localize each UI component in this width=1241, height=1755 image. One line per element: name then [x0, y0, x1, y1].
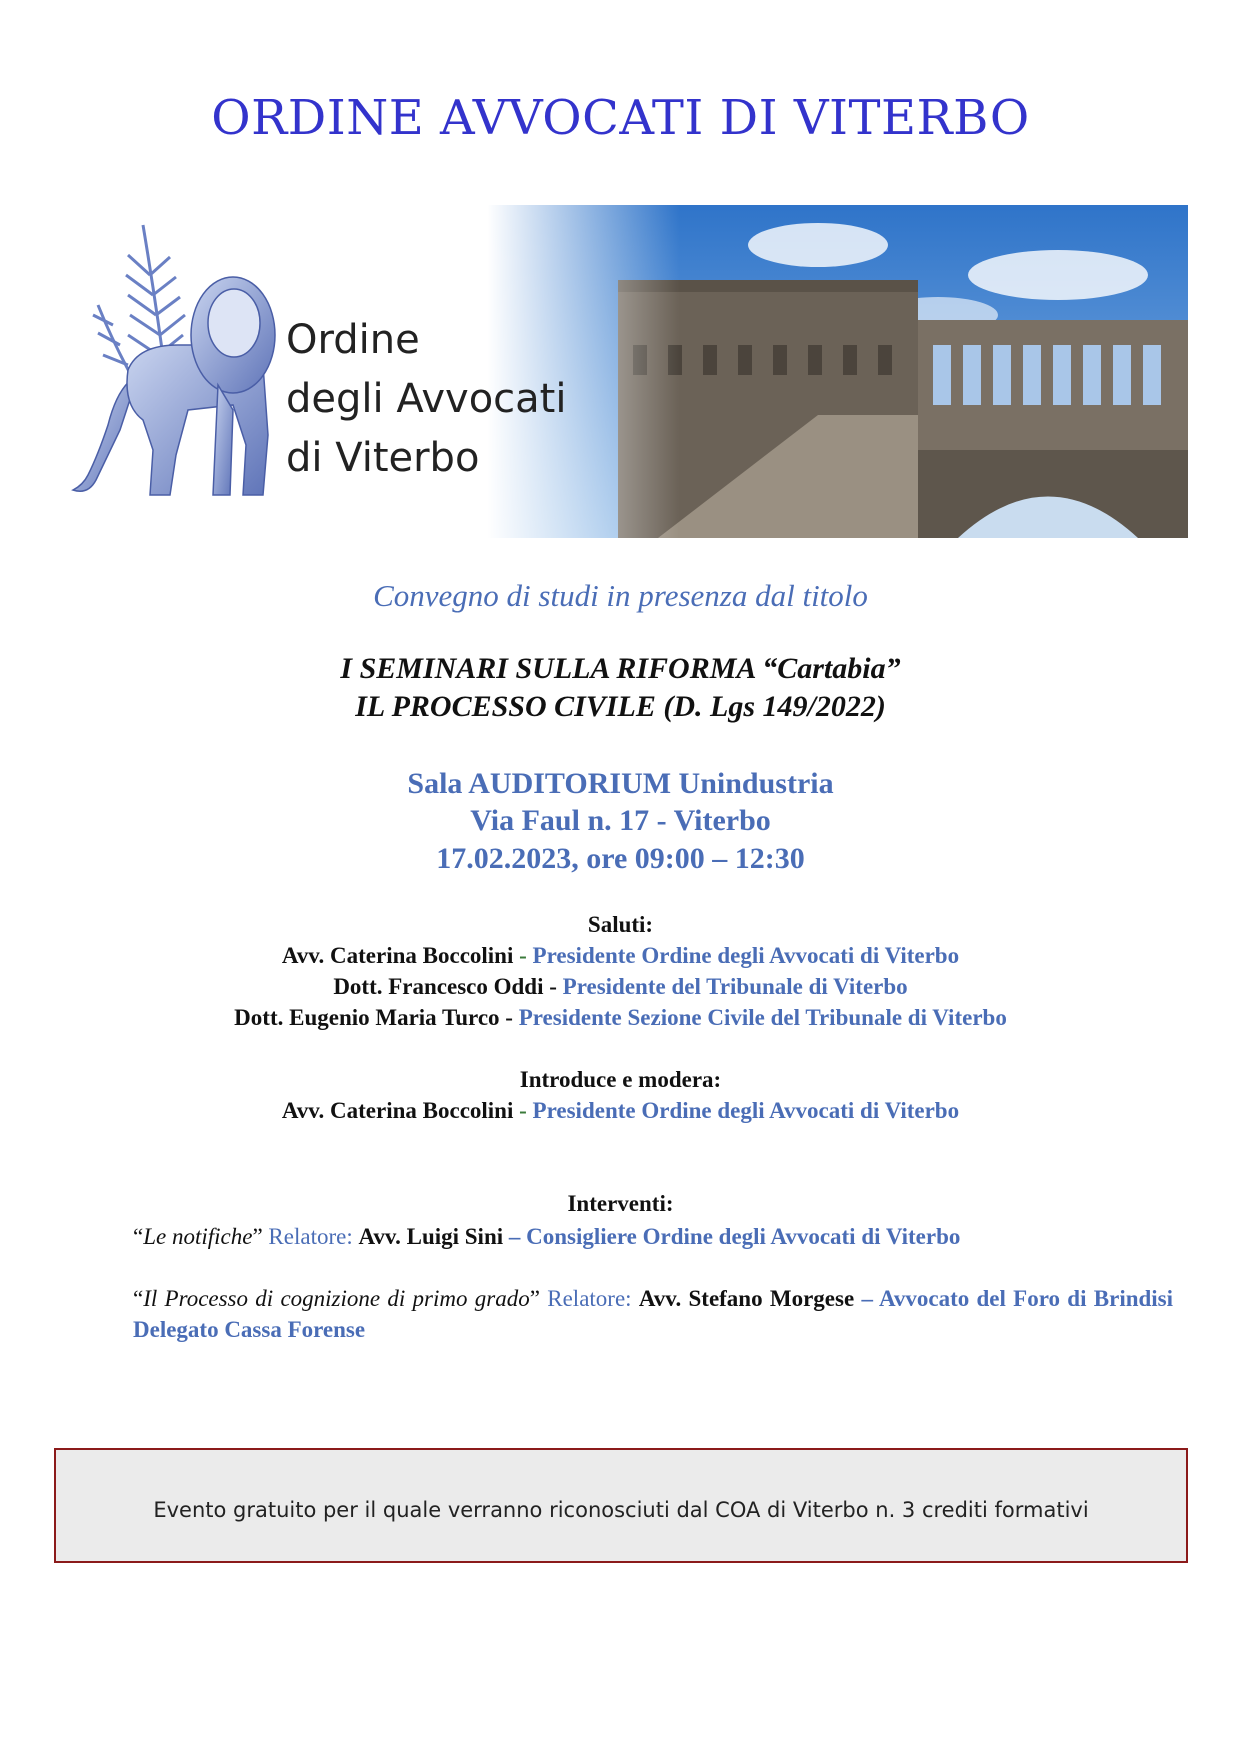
event-title-line2: IL PROCESSO CIVILE (D. Lgs 149/2022)	[355, 690, 886, 723]
separator: -	[499, 1005, 519, 1030]
saluti-line	[0, 1005, 1241, 1031]
quote-mark: ”	[252, 1224, 263, 1249]
speaker-role: Presidente Sezione Civile del Tribunale di Viterbo	[518, 1005, 1007, 1030]
speaker-role: Presidente Ordine degli Avvocati di Viterbo	[532, 1098, 960, 1123]
quote-mark: “	[133, 1224, 144, 1249]
speaker-name: Dott. Eugenio Maria Turco	[234, 1005, 500, 1030]
separator: -	[513, 943, 533, 968]
relatore-label: Relatore:	[262, 1224, 359, 1249]
credits-notice-box	[54, 1448, 1188, 1563]
banner-image	[58, 205, 1188, 538]
venue-date: 17.02.2023, ore 09:00 – 12:30	[436, 842, 805, 875]
event-intro: Convegno di studi in presenza dal titolo	[373, 578, 868, 613]
credits-notice-text: Evento gratuito per il quale verranno riconosciuti dal COA di Viterbo n. 3 crediti formativi	[153, 1498, 1089, 1522]
saluti-line	[0, 943, 1241, 969]
speaker-role: Presidente Ordine degli Avvocati di Viterbo	[532, 943, 960, 968]
quote-mark: ”	[529, 1286, 540, 1311]
intervento-item	[133, 1283, 1173, 1345]
speaker-name: Avv. Caterina Boccolini	[281, 943, 514, 968]
modera-line	[0, 1098, 1241, 1124]
relatore-name: Avv. Luigi Sini	[358, 1224, 504, 1249]
logo-line2: degli Avvocati	[286, 376, 567, 422]
interventi-heading: Interventi:	[567, 1191, 674, 1216]
venue-line1: Sala AUDITORIUM Unindustria	[407, 767, 834, 800]
relatore-name: Avv. Stefano Morgese	[638, 1286, 855, 1311]
venue-line2: Via Faul n. 17 - Viterbo	[470, 804, 771, 837]
intervento-item	[133, 1221, 1173, 1252]
speaker-name: Dott. Francesco Oddi	[333, 974, 544, 999]
speaker-name: Avv. Caterina Boccolini	[281, 1098, 514, 1123]
page-title: ORDINE AVVOCATI DI VITERBO	[211, 90, 1030, 146]
intervento-topic: Le notifiche	[143, 1224, 253, 1249]
intervento-topic: Il Processo di cognizione di primo grado	[143, 1286, 530, 1311]
relatore-role: – Consigliere Ordine degli Avvocati di Viterbo	[503, 1224, 961, 1249]
logo-line3: di Viterbo	[286, 435, 480, 481]
saluti-heading: Saluti:	[587, 912, 654, 937]
event-title-line1: I SEMINARI SULLA RIFORMA “Cartabia”	[340, 652, 901, 685]
separator: -	[543, 974, 563, 999]
saluti-line	[0, 974, 1241, 1000]
quote-mark: “	[133, 1286, 144, 1311]
banner-illustration	[58, 205, 1188, 538]
relatore-label: Relatore:	[539, 1286, 639, 1311]
logo-line1: Ordine	[286, 317, 420, 363]
relatore-role: – Avvocato del Foro di Brindisi Delegato Cassa Forense	[133, 1286, 1174, 1342]
modera-heading: Introduce e modera:	[519, 1067, 722, 1092]
separator: -	[513, 1098, 533, 1123]
speaker-role: Presidente del Tribunale di Viterbo	[562, 974, 908, 999]
